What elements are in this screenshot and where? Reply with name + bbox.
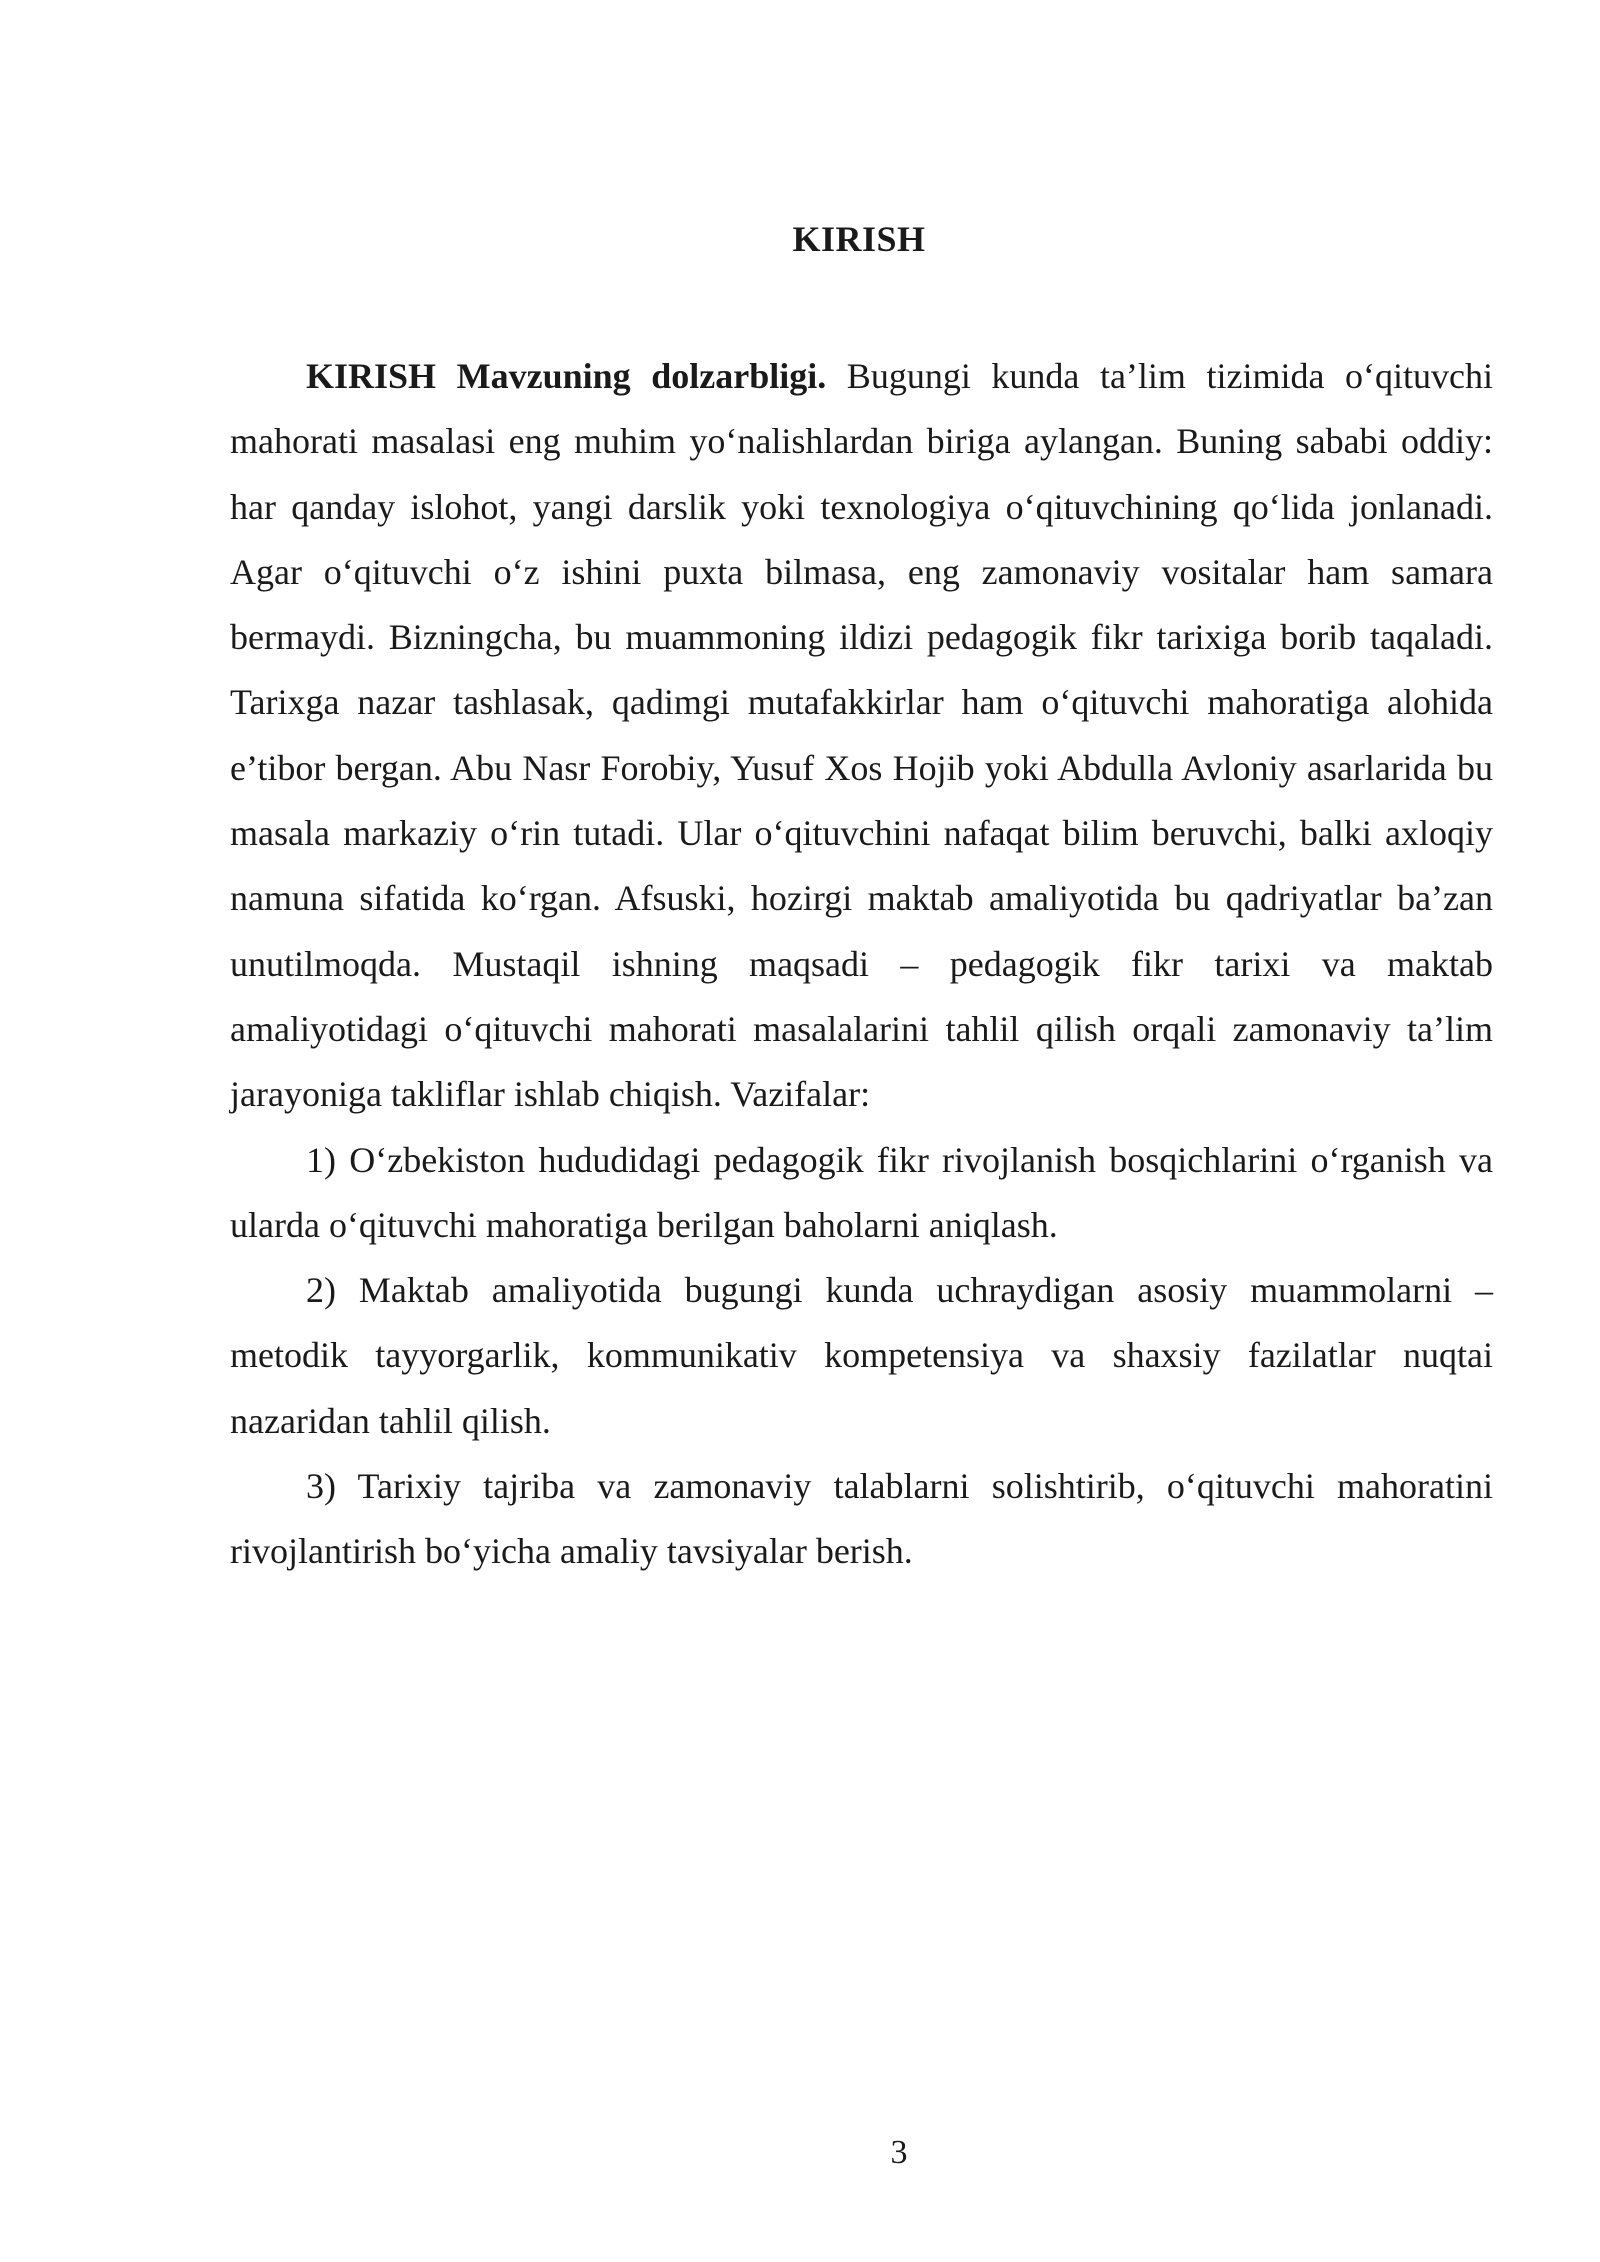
task-item-2: 2) Maktab amaliyotida bugungi kunda uchraydigan asosiy muammolarni – metodik tayyorgarlik, kommunikativ kompetensiya va shaxsiy fazilatlar nuqtai nazaridan tahlil qilish. [230, 1270, 1493, 1441]
section-heading: KIRISH [792, 219, 926, 259]
task-item-1: 1) O‘zbekiston hududidagi pedagogik fikr rivojlanish bosqichlarini o‘rganish va ularda o‘qituvchi mahoratiga berilgan baholarni aniqlash. [230, 1139, 1493, 1245]
page-number: 3 [890, 2134, 908, 2171]
task-item-3: 3) Tarixiy tajriba va zamonaviy talablarni solishtirib, o‘qituvchi mahoratini rivojlantirish bo‘yicha amaliy tavsiyalar berish. [230, 1466, 1493, 1572]
intro-paragraph [230, 344, 1493, 1128]
body-text [230, 344, 1493, 1585]
intro-text: Bugungi kunda ta’lim tizimida o‘qituvchi mahorati masalasi eng muhim yo‘nalishlardan biriga aylangan. Buning sababi oddiy: har qanday islohot, yangi darslik yoki texnologiya o‘qituvchining qo‘lida jonlanadi. Agar o‘qituvchi o‘z ishini puxta bilmasa, eng zamonaviy vositalar ham samara bermaydi. Bizningcha, bu muammoning ildizi pedagogik fikr tarixiga borib taqaladi. Tarixga nazar tashlasak, qadimgi mutafakkirlar ham o‘qituvchi mahoratiga alohida e’tibor bergan. Abu Nasr Forobiy, Yusuf Xos Hojib yoki Abdulla Avloniy asarlarida bu masala markaziy o‘rin tutadi. Ular o‘qituvchini nafaqat bilim beruvchi, balki axloqiy namuna sifatida ko‘rgan. Afsuski, hozirgi maktab amaliyotida bu qadriyatlar ba’zan unutilmoqda. Mustaqil ishning maqsadi – pedagogik fikr tarixi va maktab amaliyotidagi o‘qituvchi mahorati masalalarini tahlil qilish orqali zamonaviy ta’lim jarayoniga takliflar ishlab chiqish. Vazifalar: [230, 356, 1494, 1115]
intro-bold-lead: KIRISH Mavzuning dolzarbligi. [306, 356, 827, 396]
